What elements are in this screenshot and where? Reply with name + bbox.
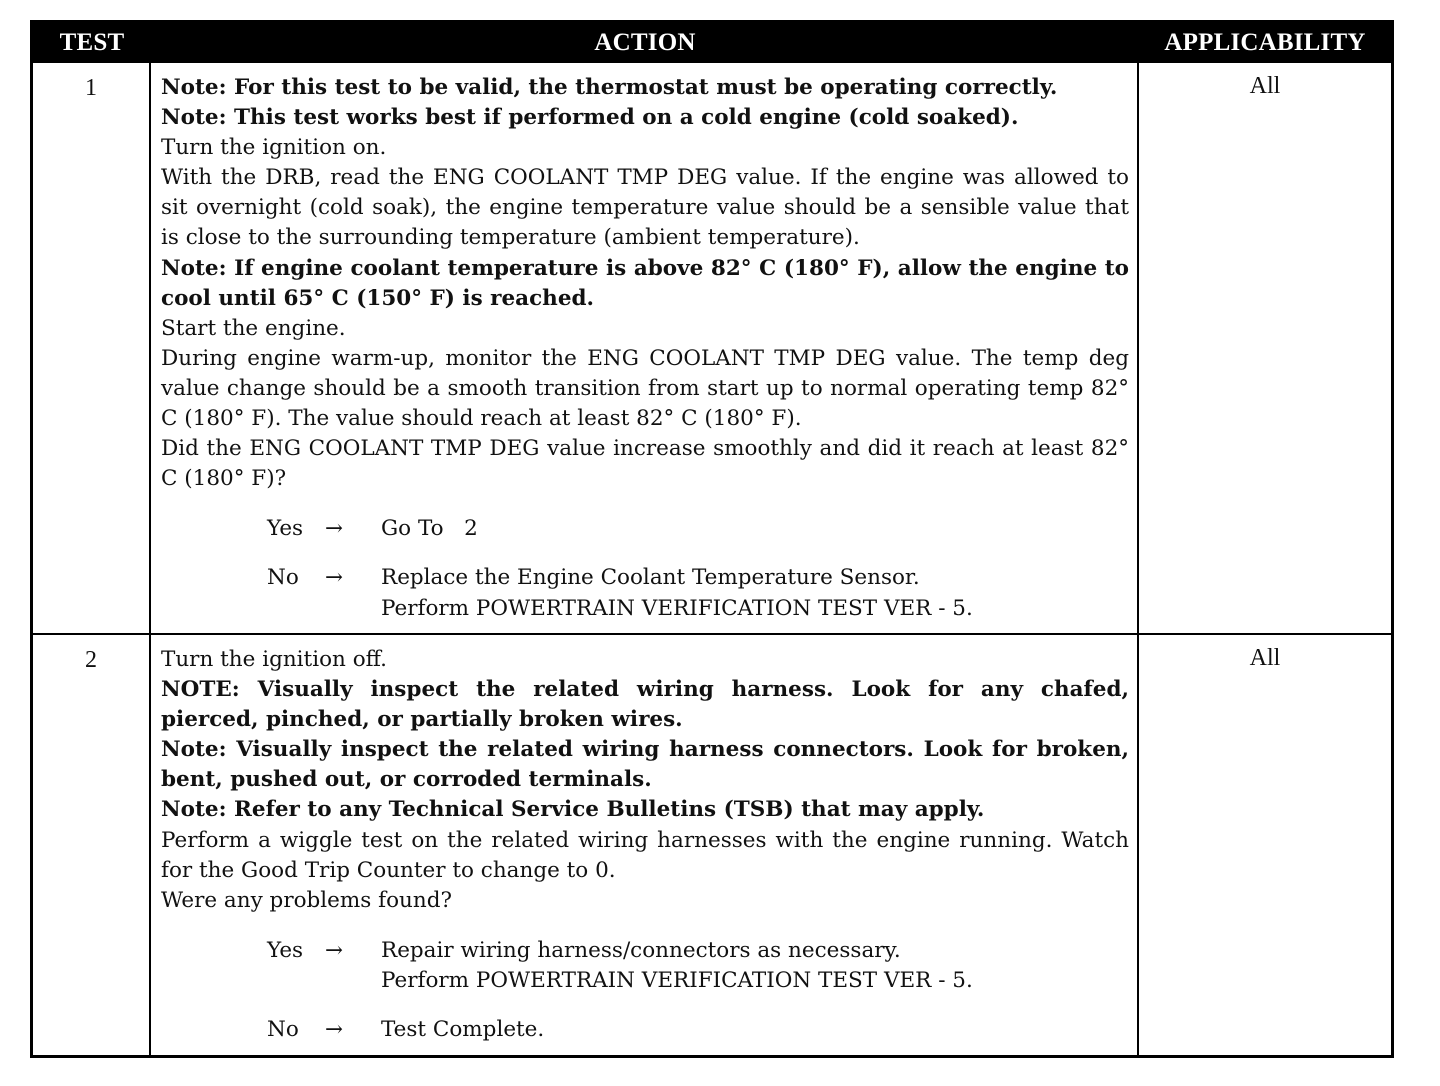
right-arrow-icon: →: [325, 1017, 344, 1043]
instruction-line: Turn the ignition on.: [161, 135, 387, 161]
instruction-line: Perform a wiggle test on the related wiring harnesses with the engine running. Watch for the Good Trip Counter to change to 0.: [161, 827, 1129, 883]
table-row: [33, 633, 1391, 1055]
note-line: Note: For this test to be valid, the thermostat must be operating correctly.: [161, 75, 1058, 100]
question-line: Were any problems found?: [161, 887, 453, 913]
note-line: Note: Visually inspect the related wiring harness connectors. Look for broken, bent, pushed out, or corroded terminals.: [161, 737, 1129, 793]
answer-block: [161, 936, 1129, 1045]
question-line: Did the ENG COOLANT TMP DEG value increase smoothly and did it reach at least 82° C (180° F)?: [161, 436, 1129, 492]
answer-text-line: Repair wiring harness/connectors as necessary.: [381, 937, 901, 963]
answer-label: Yes: [267, 516, 304, 542]
answer-yes: [161, 936, 1129, 996]
answer-text: [381, 563, 973, 623]
test-number: 1: [33, 63, 151, 633]
answer-text-line: Perform POWERTRAIN VERIFICATION TEST VER - 5.: [381, 595, 973, 621]
answer-text-line: Replace the Engine Coolant Temperature Sensor.: [381, 565, 920, 591]
action-cell: [151, 63, 1139, 633]
answer-yes: [161, 514, 1129, 544]
answer-text-line: Go To 2: [381, 516, 478, 542]
instruction-line: With the DRB, read the ENG COOLANT TMP DEG value. If the engine was allowed to sit overnight (cold soak), the engine temperature value should be a sensible value that is close to the surrounding temperature (ambient temperature).: [161, 165, 1129, 251]
answer-text-line: Perform POWERTRAIN VERIFICATION TEST VER - 5.: [381, 967, 973, 993]
answer-block: [161, 514, 1129, 623]
answer-text: [381, 1015, 544, 1045]
instruction-line: Start the engine.: [161, 315, 346, 341]
answer-text: [381, 936, 973, 996]
answer-label: Yes: [267, 937, 304, 963]
note-line: Note: Refer to any Technical Service Bulletins (TSB) that may apply.: [161, 797, 985, 823]
instruction-line: Turn the ignition off.: [161, 647, 387, 672]
answer-no: [161, 563, 1129, 623]
answer-label: No: [267, 565, 299, 591]
note-line: Note: This test works best if performed on a cold engine (cold soaked).: [161, 105, 1019, 131]
applicability-cell: All: [1249, 645, 1281, 671]
answer-text: [381, 514, 478, 544]
diagnostic-test-table: [30, 20, 1394, 1058]
answer-text-line: Test Complete.: [381, 1017, 545, 1043]
header-applicability: APPLICABILITY: [1164, 29, 1366, 56]
applicability-cell: All: [1249, 73, 1281, 99]
right-arrow-icon: →: [325, 565, 344, 591]
answer-no: [161, 1015, 1129, 1045]
note-line: Note: If engine coolant temperature is above 82° C (180° F), allow the engine to cool until 65° C (150° F) is reached.: [161, 255, 1129, 311]
header-test: TEST: [59, 29, 125, 56]
right-arrow-icon: →: [325, 516, 344, 542]
header-action: ACTION: [594, 29, 696, 56]
test-number: 2: [33, 635, 151, 1055]
note-line: NOTE: Visually inspect the related wiring harness. Look for any chafed, pierced, pinched, or partially broken wires.: [161, 677, 1129, 733]
action-cell: [151, 635, 1139, 1055]
answer-label: No: [267, 1017, 299, 1043]
table-row: [33, 63, 1391, 633]
right-arrow-icon: →: [325, 937, 344, 963]
table-header: [33, 23, 1391, 63]
instruction-line: During engine warm-up, monitor the ENG COOLANT TMP DEG value. The temp deg value change should be a smooth transition from start up to normal operating temp 82° C (180° F). The value should reach at least 82° C (180° F).: [161, 345, 1129, 432]
